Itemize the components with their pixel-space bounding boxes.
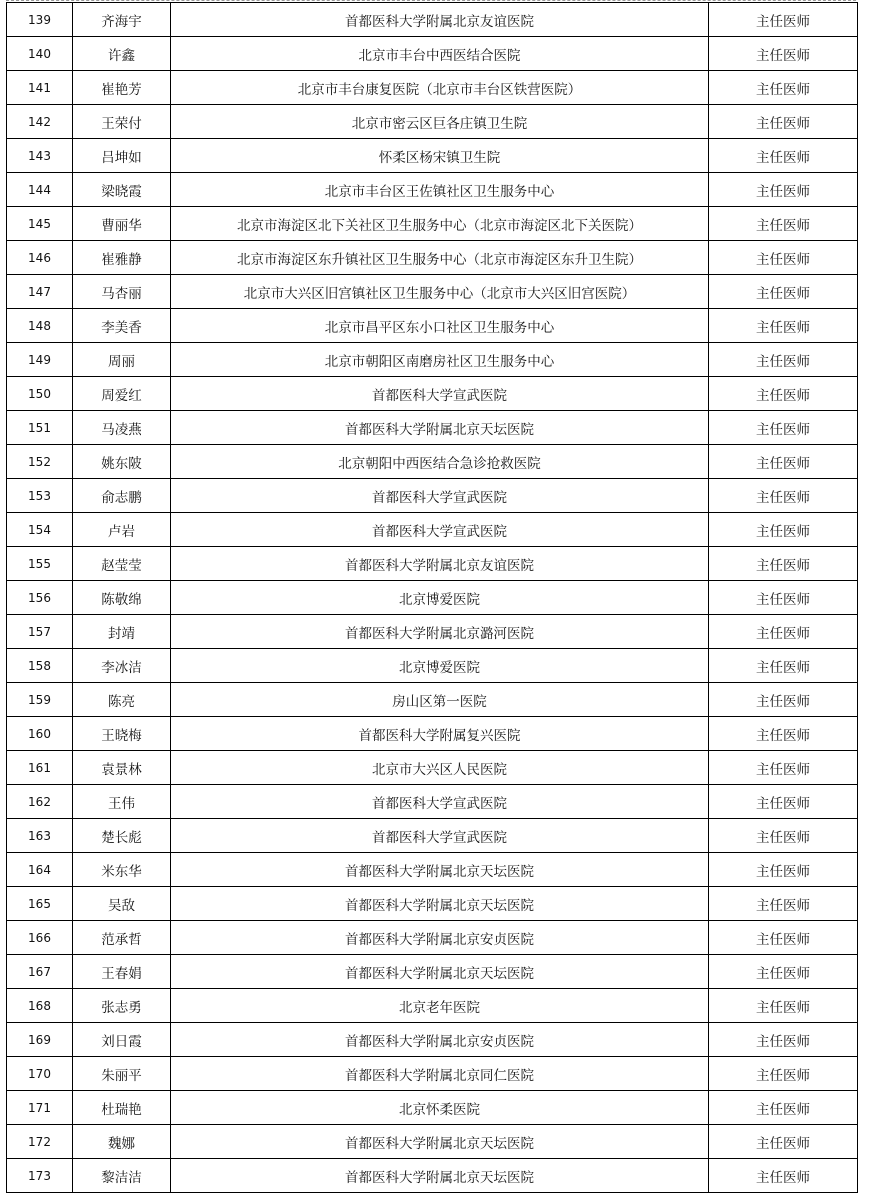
hospital-name-cell: 首都医科大学附属北京同仁医院 bbox=[171, 1057, 709, 1091]
professional-title-cell: 主任医师 bbox=[709, 751, 858, 785]
hospital-name-cell: 首都医科大学宣武医院 bbox=[171, 479, 709, 513]
table-row bbox=[7, 887, 858, 921]
table-row bbox=[7, 377, 858, 411]
professional-title-cell: 主任医师 bbox=[709, 173, 858, 207]
doctor-name-cell: 马杏丽 bbox=[73, 275, 171, 309]
hospital-name-cell: 首都医科大学附属北京天坛医院 bbox=[171, 887, 709, 921]
row-number-cell: 173 bbox=[7, 1159, 73, 1193]
row-number-cell: 143 bbox=[7, 139, 73, 173]
professional-title-cell: 主任医师 bbox=[709, 3, 858, 37]
row-number-cell: 140 bbox=[7, 37, 73, 71]
row-number-cell: 164 bbox=[7, 853, 73, 887]
table-row bbox=[7, 1057, 858, 1091]
row-number-cell: 162 bbox=[7, 785, 73, 819]
row-number-cell: 145 bbox=[7, 207, 73, 241]
professional-title-cell: 主任医师 bbox=[709, 37, 858, 71]
hospital-name-cell: 北京市密云区巨各庄镇卫生院 bbox=[171, 105, 709, 139]
table-row bbox=[7, 989, 858, 1023]
professional-title-cell: 主任医师 bbox=[709, 955, 858, 989]
doctor-name-cell: 李冰洁 bbox=[73, 649, 171, 683]
hospital-name-cell: 首都医科大学宣武医院 bbox=[171, 819, 709, 853]
doctor-name-cell: 赵莹莹 bbox=[73, 547, 171, 581]
professional-title-cell: 主任医师 bbox=[709, 717, 858, 751]
table-row bbox=[7, 479, 858, 513]
professional-title-cell: 主任医师 bbox=[709, 853, 858, 887]
row-number-cell: 170 bbox=[7, 1057, 73, 1091]
table-row bbox=[7, 1023, 858, 1057]
professional-title-cell: 主任医师 bbox=[709, 1023, 858, 1057]
row-number-cell: 155 bbox=[7, 547, 73, 581]
row-number-cell: 169 bbox=[7, 1023, 73, 1057]
row-number-cell: 154 bbox=[7, 513, 73, 547]
doctor-name-cell: 张志勇 bbox=[73, 989, 171, 1023]
doctor-name-cell: 许鑫 bbox=[73, 37, 171, 71]
professional-title-cell: 主任医师 bbox=[709, 207, 858, 241]
professional-title-cell: 主任医师 bbox=[709, 513, 858, 547]
hospital-name-cell: 北京怀柔医院 bbox=[171, 1091, 709, 1125]
professional-title-cell: 主任医师 bbox=[709, 1091, 858, 1125]
hospital-name-cell: 首都医科大学附属北京天坛医院 bbox=[171, 853, 709, 887]
row-number-cell: 151 bbox=[7, 411, 73, 445]
table-row bbox=[7, 241, 858, 275]
hospital-name-cell: 北京市昌平区东小口社区卫生服务中心 bbox=[171, 309, 709, 343]
hospital-name-cell: 北京博爱医院 bbox=[171, 581, 709, 615]
row-number-cell: 141 bbox=[7, 71, 73, 105]
table-row bbox=[7, 1091, 858, 1125]
hospital-name-cell: 首都医科大学附属北京天坛医院 bbox=[171, 411, 709, 445]
row-number-cell: 161 bbox=[7, 751, 73, 785]
doctor-name-cell: 袁景林 bbox=[73, 751, 171, 785]
doctor-name-cell: 刘日霞 bbox=[73, 1023, 171, 1057]
doctor-name-cell: 朱丽平 bbox=[73, 1057, 171, 1091]
doctor-name-cell: 陈敬绵 bbox=[73, 581, 171, 615]
table-row bbox=[7, 343, 858, 377]
table-row bbox=[7, 649, 858, 683]
hospital-name-cell: 首都医科大学附属北京友谊医院 bbox=[171, 3, 709, 37]
doctor-name-cell: 周丽 bbox=[73, 343, 171, 377]
hospital-name-cell: 首都医科大学附属北京天坛医院 bbox=[171, 955, 709, 989]
doctor-name-cell: 米东华 bbox=[73, 853, 171, 887]
table-row bbox=[7, 717, 858, 751]
table-row bbox=[7, 955, 858, 989]
professional-title-cell: 主任医师 bbox=[709, 479, 858, 513]
professional-title-cell: 主任医师 bbox=[709, 1159, 858, 1193]
row-number-cell: 139 bbox=[7, 3, 73, 37]
doctor-name-cell: 吕坤如 bbox=[73, 139, 171, 173]
table-row bbox=[7, 547, 858, 581]
table-row bbox=[7, 819, 858, 853]
row-number-cell: 152 bbox=[7, 445, 73, 479]
table-row bbox=[7, 411, 858, 445]
table-row bbox=[7, 3, 858, 37]
hospital-name-cell: 北京市大兴区旧宫镇社区卫生服务中心（北京市大兴区旧宫医院） bbox=[171, 275, 709, 309]
professional-title-cell: 主任医师 bbox=[709, 1057, 858, 1091]
professional-title-cell: 主任医师 bbox=[709, 921, 858, 955]
row-number-cell: 165 bbox=[7, 887, 73, 921]
hospital-name-cell: 首都医科大学附属北京天坛医院 bbox=[171, 1125, 709, 1159]
doctor-name-cell: 王春娟 bbox=[73, 955, 171, 989]
doctor-name-cell: 梁晓霞 bbox=[73, 173, 171, 207]
table-row bbox=[7, 275, 858, 309]
professional-title-cell: 主任医师 bbox=[709, 887, 858, 921]
professional-title-cell: 主任医师 bbox=[709, 615, 858, 649]
hospital-name-cell: 北京市海淀区东升镇社区卫生服务中心（北京市海淀区东升卫生院） bbox=[171, 241, 709, 275]
table-row bbox=[7, 513, 858, 547]
doctor-name-cell: 姚东陂 bbox=[73, 445, 171, 479]
professional-title-cell: 主任医师 bbox=[709, 411, 858, 445]
table-row bbox=[7, 615, 858, 649]
hospital-name-cell: 北京朝阳中西医结合急诊抢救医院 bbox=[171, 445, 709, 479]
table-row bbox=[7, 1125, 858, 1159]
professional-title-cell: 主任医师 bbox=[709, 581, 858, 615]
table-row bbox=[7, 751, 858, 785]
row-number-cell: 156 bbox=[7, 581, 73, 615]
row-number-cell: 171 bbox=[7, 1091, 73, 1125]
row-number-cell: 149 bbox=[7, 343, 73, 377]
row-number-cell: 148 bbox=[7, 309, 73, 343]
doctor-name-cell: 黎洁洁 bbox=[73, 1159, 171, 1193]
row-number-cell: 150 bbox=[7, 377, 73, 411]
row-number-cell: 142 bbox=[7, 105, 73, 139]
row-number-cell: 153 bbox=[7, 479, 73, 513]
professional-title-cell: 主任医师 bbox=[709, 241, 858, 275]
professional-title-cell: 主任医师 bbox=[709, 343, 858, 377]
table-row bbox=[7, 139, 858, 173]
table-row bbox=[7, 37, 858, 71]
professional-title-cell: 主任医师 bbox=[709, 309, 858, 343]
table-row bbox=[7, 683, 858, 717]
table-row bbox=[7, 71, 858, 105]
doctor-name-cell: 齐海宇 bbox=[73, 3, 171, 37]
hospital-name-cell: 北京市大兴区人民医院 bbox=[171, 751, 709, 785]
professional-title-cell: 主任医师 bbox=[709, 649, 858, 683]
hospital-name-cell: 怀柔区杨宋镇卫生院 bbox=[171, 139, 709, 173]
row-number-cell: 160 bbox=[7, 717, 73, 751]
professional-title-cell: 主任医师 bbox=[709, 1125, 858, 1159]
professional-title-cell: 主任医师 bbox=[709, 547, 858, 581]
hospital-name-cell: 首都医科大学附属北京潞河医院 bbox=[171, 615, 709, 649]
row-number-cell: 163 bbox=[7, 819, 73, 853]
doctor-name-cell: 曹丽华 bbox=[73, 207, 171, 241]
doctor-name-cell: 杜瑞艳 bbox=[73, 1091, 171, 1125]
hospital-name-cell: 首都医科大学宣武医院 bbox=[171, 513, 709, 547]
doctor-name-cell: 崔雅静 bbox=[73, 241, 171, 275]
hospital-name-cell: 北京市丰台中西医结合医院 bbox=[171, 37, 709, 71]
table-row bbox=[7, 207, 858, 241]
professional-title-cell: 主任医师 bbox=[709, 785, 858, 819]
hospital-name-cell: 首都医科大学宣武医院 bbox=[171, 377, 709, 411]
doctor-name-cell: 李美香 bbox=[73, 309, 171, 343]
doctor-name-cell: 王伟 bbox=[73, 785, 171, 819]
table-row bbox=[7, 921, 858, 955]
doctor-name-cell: 魏娜 bbox=[73, 1125, 171, 1159]
hospital-name-cell: 北京市海淀区北下关社区卫生服务中心（北京市海淀区北下关医院） bbox=[171, 207, 709, 241]
professional-title-cell: 主任医师 bbox=[709, 275, 858, 309]
hospital-name-cell: 北京市朝阳区南磨房社区卫生服务中心 bbox=[171, 343, 709, 377]
row-number-cell: 168 bbox=[7, 989, 73, 1023]
physician-list-table bbox=[6, 2, 858, 1193]
row-number-cell: 147 bbox=[7, 275, 73, 309]
row-number-cell: 172 bbox=[7, 1125, 73, 1159]
table-row bbox=[7, 445, 858, 479]
hospital-name-cell: 北京老年医院 bbox=[171, 989, 709, 1023]
row-number-cell: 158 bbox=[7, 649, 73, 683]
doctor-name-cell: 吴敌 bbox=[73, 887, 171, 921]
row-number-cell: 159 bbox=[7, 683, 73, 717]
professional-title-cell: 主任医师 bbox=[709, 683, 858, 717]
table-row bbox=[7, 105, 858, 139]
hospital-name-cell: 首都医科大学附属复兴医院 bbox=[171, 717, 709, 751]
table-row bbox=[7, 853, 858, 887]
doctor-name-cell: 陈亮 bbox=[73, 683, 171, 717]
professional-title-cell: 主任医师 bbox=[709, 989, 858, 1023]
row-number-cell: 144 bbox=[7, 173, 73, 207]
table-row bbox=[7, 173, 858, 207]
doctor-name-cell: 封靖 bbox=[73, 615, 171, 649]
hospital-name-cell: 首都医科大学附属北京安贞医院 bbox=[171, 1023, 709, 1057]
professional-title-cell: 主任医师 bbox=[709, 105, 858, 139]
table-row bbox=[7, 785, 858, 819]
hospital-name-cell: 北京博爱医院 bbox=[171, 649, 709, 683]
hospital-name-cell: 首都医科大学附属北京天坛医院 bbox=[171, 1159, 709, 1193]
doctor-name-cell: 卢岩 bbox=[73, 513, 171, 547]
table-row bbox=[7, 309, 858, 343]
page-top-edge bbox=[6, 0, 856, 1]
doctor-name-cell: 王荣付 bbox=[73, 105, 171, 139]
doctor-name-cell: 王晓梅 bbox=[73, 717, 171, 751]
professional-title-cell: 主任医师 bbox=[709, 377, 858, 411]
professional-title-cell: 主任医师 bbox=[709, 445, 858, 479]
hospital-name-cell: 房山区第一医院 bbox=[171, 683, 709, 717]
professional-title-cell: 主任医师 bbox=[709, 819, 858, 853]
doctor-name-cell: 周爱红 bbox=[73, 377, 171, 411]
professional-title-cell: 主任医师 bbox=[709, 71, 858, 105]
doctor-name-cell: 马凌燕 bbox=[73, 411, 171, 445]
table-body bbox=[7, 3, 858, 1193]
professional-title-cell: 主任医师 bbox=[709, 139, 858, 173]
doctor-name-cell: 俞志鹏 bbox=[73, 479, 171, 513]
doctor-name-cell: 楚长彪 bbox=[73, 819, 171, 853]
row-number-cell: 146 bbox=[7, 241, 73, 275]
row-number-cell: 157 bbox=[7, 615, 73, 649]
doctor-name-cell: 崔艳芳 bbox=[73, 71, 171, 105]
row-number-cell: 166 bbox=[7, 921, 73, 955]
hospital-name-cell: 首都医科大学附属北京友谊医院 bbox=[171, 547, 709, 581]
table-row bbox=[7, 581, 858, 615]
hospital-name-cell: 首都医科大学附属北京安贞医院 bbox=[171, 921, 709, 955]
hospital-name-cell: 北京市丰台康复医院（北京市丰台区铁营医院） bbox=[171, 71, 709, 105]
hospital-name-cell: 首都医科大学宣武医院 bbox=[171, 785, 709, 819]
doctor-name-cell: 范承哲 bbox=[73, 921, 171, 955]
hospital-name-cell: 北京市丰台区王佐镇社区卫生服务中心 bbox=[171, 173, 709, 207]
row-number-cell: 167 bbox=[7, 955, 73, 989]
table-row bbox=[7, 1159, 858, 1193]
